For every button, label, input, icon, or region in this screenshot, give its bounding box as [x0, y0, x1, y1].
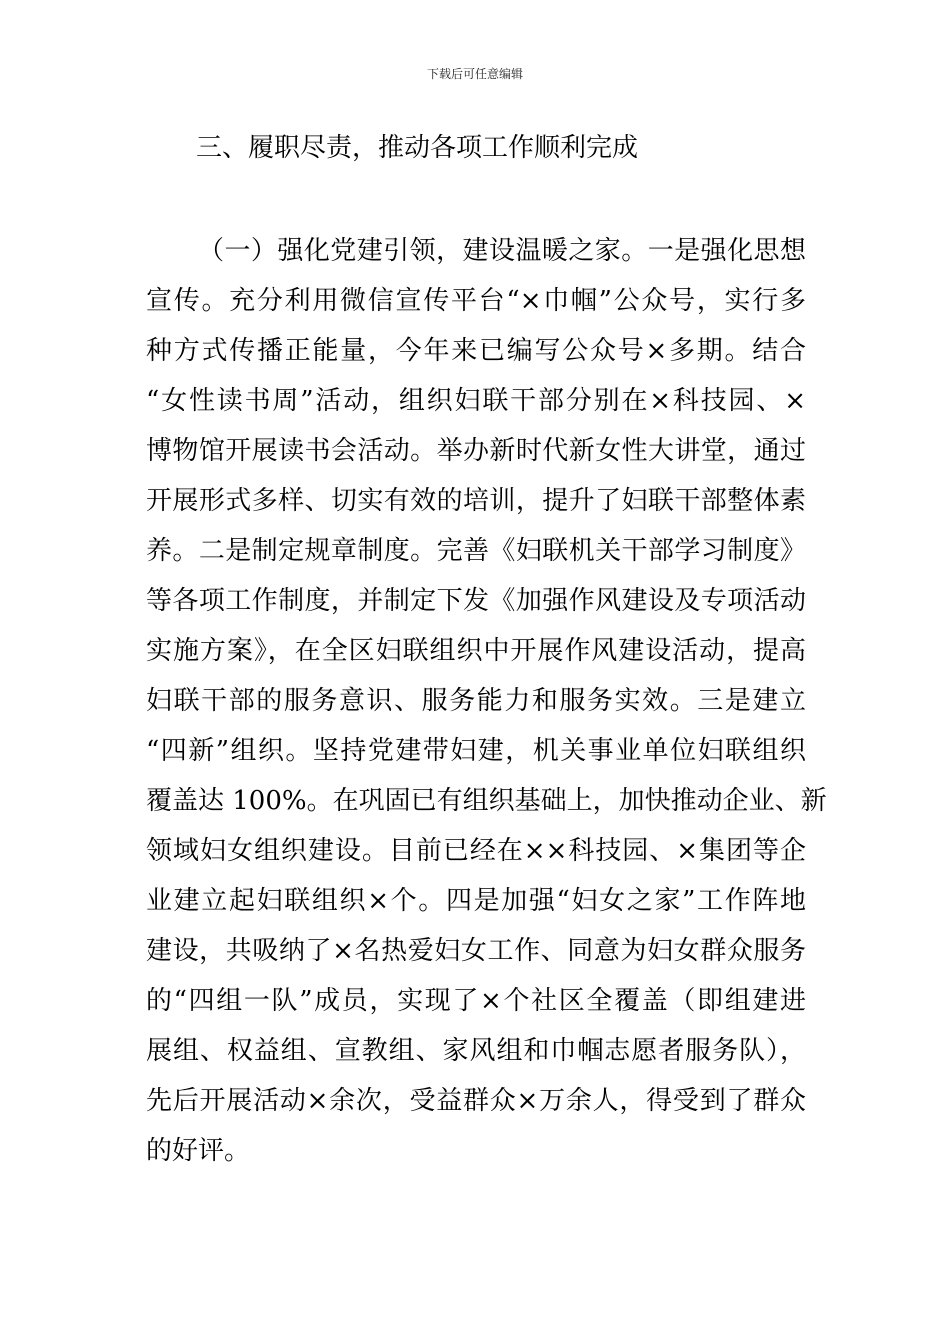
paragraph-line: 覆盖达 100%。在巩固已有组织基础上，加快推动企业、新 — [146, 786, 827, 816]
header-note: 下载后可任意编辑 — [426, 67, 523, 81]
paragraph-line: 等各项工作制度，并制定下发《加强作风建设及专项活动 — [146, 586, 806, 616]
section-heading: 三、履职尽责，推动各项工作顺利完成 — [196, 133, 639, 163]
paragraph-line: 宣传。充分利用微信宣传平台“×巾帼”公众号，实行多 — [146, 286, 806, 316]
paragraph-line: 先后开展活动×余次，受益群众×万余人，得受到了群众 — [146, 1086, 806, 1116]
paragraph-line: （一）强化党建引领，建设温暖之家。一是强化思想 — [198, 236, 806, 266]
paragraph-line: 博物馆开展读书会活动。举办新时代新女性大讲堂，通过 — [146, 436, 806, 466]
body-paragraph — [146, 226, 827, 1176]
paragraph-line: 开展形式多样、切实有效的培训，提升了妇联干部整体素 — [146, 486, 806, 516]
paragraph-line: 建设，共吸纳了×名热爱妇女工作、同意为妇女群众服务 — [146, 936, 806, 966]
paragraph-line: 实施方案》，在全区妇联组织中开展作风建设活动，提高 — [146, 636, 806, 666]
paragraph-line: “女性读书周”活动，组织妇联干部分别在×科技园、× — [146, 386, 806, 416]
paragraph-line: “四新”组织。坚持党建带妇建，机关事业单位妇联组织 — [146, 736, 806, 766]
paragraph-line: 领域妇女组织建设。目前已经在××科技园、×集团等企 — [146, 836, 806, 866]
paragraph-line: 业建立起妇联组织×个。四是加强“妇女之家”工作阵地 — [146, 886, 806, 916]
paragraph-line: 的“四组一队”成员，实现了×个社区全覆盖（即组建进 — [146, 986, 806, 1016]
paragraph-line: 妇联干部的服务意识、服务能力和服务实效。三是建立 — [146, 686, 806, 716]
paragraph-line: 种方式传播正能量，今年来已编写公众号×多期。结合 — [146, 336, 806, 366]
paragraph-line: 的好评。 — [146, 1136, 251, 1166]
paragraph-line: 养。二是制定规章制度。完善《妇联机关干部学习制度》 — [146, 536, 806, 566]
paragraph-line: 展组、权益组、宣教组、家风组和巾帼志愿者服务队）， — [146, 1036, 806, 1066]
